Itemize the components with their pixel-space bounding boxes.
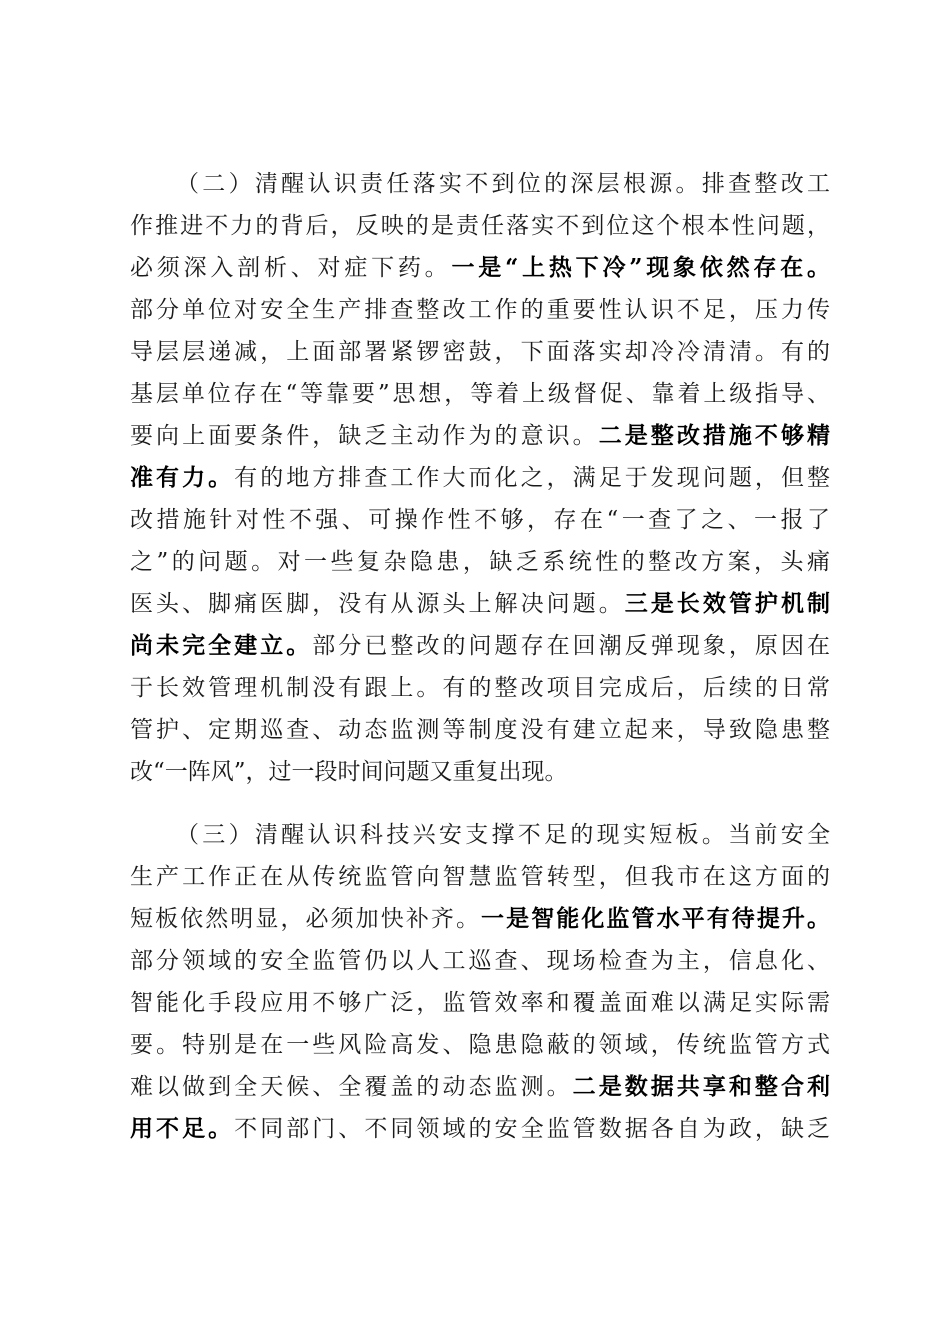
body-text-run: 改措施针对性不强、可操作性不够，存在“一查了之、一报了 (130, 507, 830, 533)
text-line (130, 294, 830, 326)
body-text-run: 必须深入剖析、对症下药。 (130, 255, 452, 281)
text-line (130, 945, 830, 977)
bold-heading-text: 一是智能化监管水平有待提升。 (481, 905, 831, 932)
text-line (130, 756, 830, 788)
body-text-run: 生产工作正在从传统监管向智慧监管转型，但我市在这方面的 (130, 864, 830, 890)
text-line (130, 336, 830, 368)
text-line (130, 714, 830, 746)
body-text-run: 部分领域的安全监管仍以人工巡查、现场检查为主，信息化、 (130, 948, 830, 974)
text-line (130, 1113, 830, 1145)
body-text-run: 要向上面要条件，缺乏主动作为的意识。 (130, 423, 599, 449)
text-line (130, 210, 830, 242)
text-line (130, 630, 830, 662)
body-text-run: 不同部门、不同领域的安全监管数据各自为政，缺乏 (234, 1116, 831, 1142)
text-line (130, 420, 830, 452)
body-text-run: 之”的问题。对一些复杂隐患，缺乏系统性的整改方案，头痛 (130, 549, 830, 575)
body-text-run: 医头、脚痛医脚，没有从源头上解决问题。 (130, 591, 625, 617)
text-line (130, 861, 830, 893)
bold-heading-text: 一是“上热下冷”现象依然存在。 (451, 254, 830, 281)
text-line (130, 588, 830, 620)
body-text-run: 作推进不力的背后，反映的是责任落实不到位这个根本性问题， (130, 213, 830, 239)
text-line (130, 504, 830, 536)
bold-heading-text: 尚未完全建立。 (130, 632, 313, 659)
body-text-run: （二）清醒认识责任落实不到位的深层根源。排查整改工 (176, 171, 830, 197)
text-line (130, 672, 830, 704)
body-text-run: 管护、定期巡查、动态监测等制度没有建立起来，导致隐患整 (130, 717, 830, 743)
text-line (130, 903, 830, 935)
body-text-run: 部分单位对安全生产排查整改工作的重要性认识不足，压力传 (130, 297, 830, 323)
text-line (130, 987, 830, 1019)
body-text-run: 要。特别是在一些风险高发、隐患隐蔽的领域，传统监管方式 (130, 1032, 830, 1058)
body-text-run: 基层单位存在“等靠要”思想，等着上级督促、靠着上级指导、 (130, 381, 830, 407)
body-text-run: 有的地方排查工作大而化之，满足于发现问题，但整 (234, 465, 831, 491)
text-line (130, 1029, 830, 1061)
text-line (130, 378, 830, 410)
body-text-run: （三）清醒认识科技兴安支撑不足的现实短板。当前安全 (176, 822, 830, 848)
body-text-run: 难以做到全天候、全覆盖的动态监测。 (130, 1074, 573, 1100)
text-line (176, 168, 830, 200)
bold-heading-text: 用不足。 (130, 1115, 235, 1142)
text-line (130, 546, 830, 578)
bold-heading-text: 三是长效管护机制 (624, 590, 831, 617)
body-text-run: 智能化手段应用不够广泛，监管效率和覆盖面难以满足实际需 (130, 990, 830, 1016)
body-text-run: 于长效管理机制没有跟上。有的整改项目完成后，后续的日常 (130, 675, 830, 701)
text-line (130, 252, 830, 284)
text-line (130, 462, 830, 494)
body-text-run: 导层层递减，上面部署紧锣密鼓，下面落实却冷冷清清。有的 (130, 339, 830, 365)
body-text-run: 短板依然明显，必须加快补齐。 (130, 906, 482, 932)
body-text-run: 改“一阵风”，过一段时间问题又重复出现。 (130, 759, 568, 785)
body-text-run: 部分已整改的问题存在回潮反弹现象，原因在 (312, 633, 831, 659)
text-line (130, 1071, 830, 1103)
bold-heading-text: 二是整改措施不够精 (598, 422, 831, 449)
bold-heading-text: 二是数据共享和整合利 (572, 1073, 831, 1100)
text-line (176, 819, 830, 851)
bold-heading-text: 准有力。 (130, 464, 235, 491)
